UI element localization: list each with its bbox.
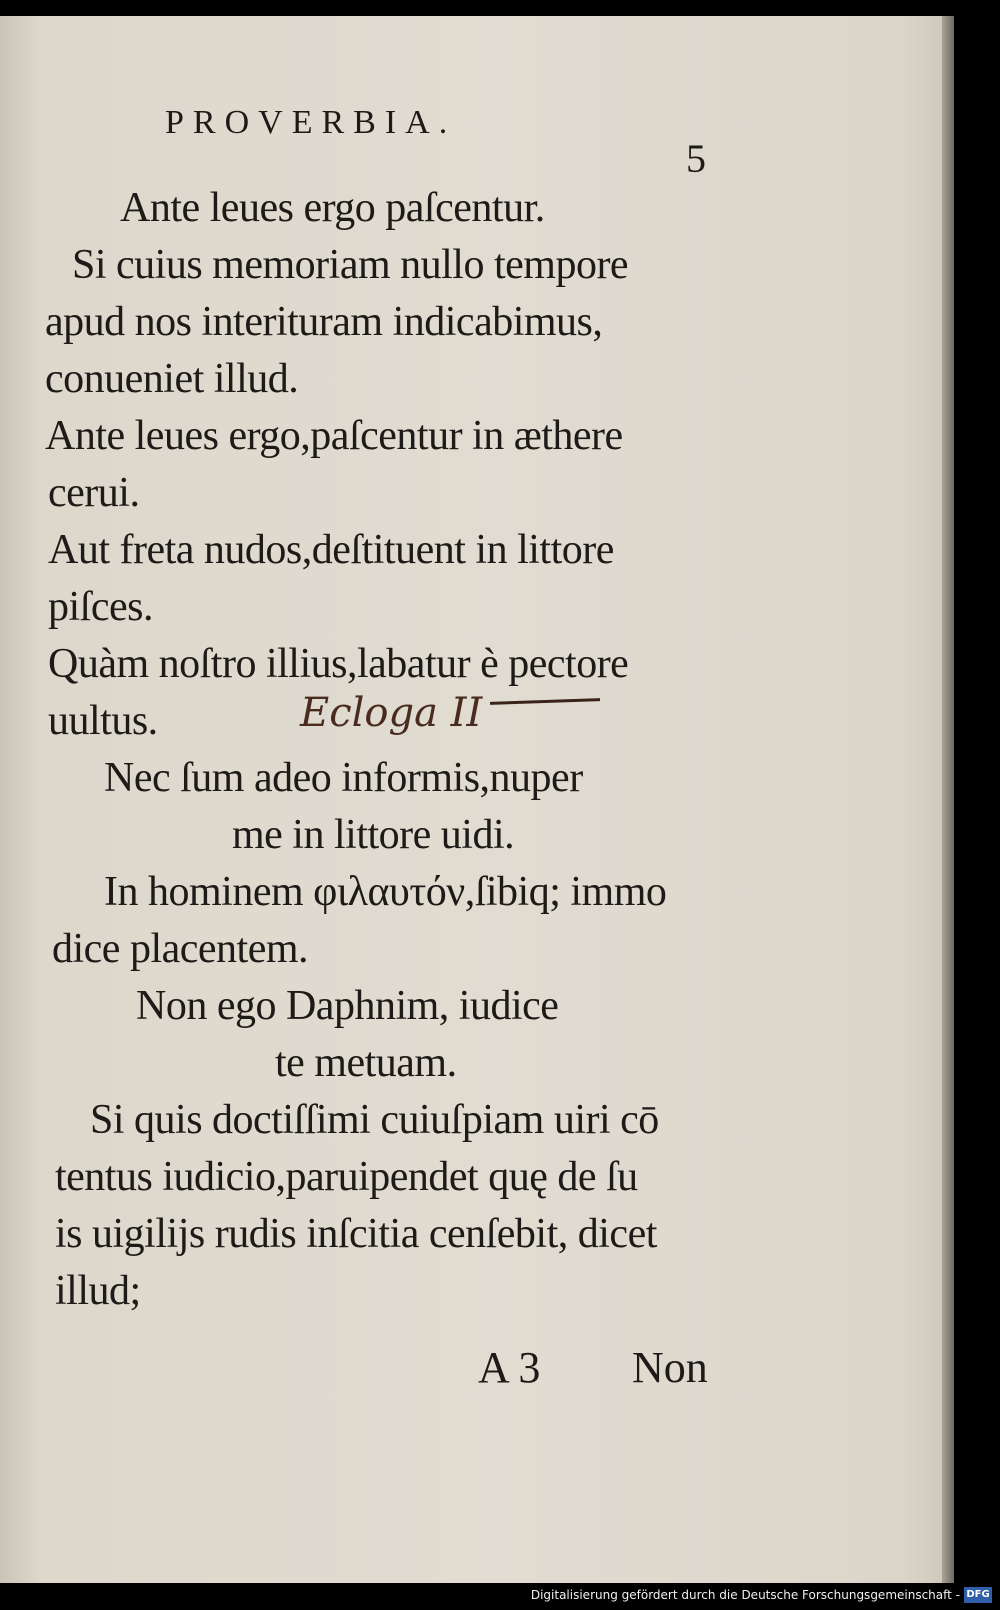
text-line: dice placentem.: [52, 926, 309, 972]
text-line: Quàm noſtro illius,labatur è pectore: [48, 641, 629, 687]
text-line: apud nos interituram indicabimus,: [45, 299, 603, 345]
handwritten-underline: [490, 698, 600, 705]
dfg-logo: DFG: [964, 1587, 992, 1603]
text-line: Non ego Daphnim, iudice: [136, 983, 559, 1029]
footer-bar: [0, 1583, 1000, 1610]
handwritten-note: Ecloga II: [300, 690, 483, 736]
text-line: tentus iudicio,paruipendet quę de ſu: [55, 1154, 638, 1200]
footer-credit: Digitalisierung gefördert durch die Deutsche Forschungsgemeinschaft -: [530, 1588, 960, 1602]
text-line: me in littore uidi.: [232, 812, 515, 858]
text-line: Nec ſum adeo informis,nuper: [104, 755, 583, 801]
text-line: Ante leues ergo paſcentur.: [120, 185, 545, 231]
text-line: is uigilijs rudis inſcitia cenſebit, dicet: [55, 1211, 657, 1257]
signature-mark: A 3: [478, 1343, 541, 1392]
page-gutter: [942, 16, 954, 1583]
text-line: Si cuius memoriam nullo tempore: [72, 242, 629, 288]
text-line: uultus.: [48, 698, 158, 744]
page-number: 5: [686, 136, 706, 181]
text-line: Ante leues ergo,paſcentur in æthere: [45, 413, 623, 459]
text-line: piſces.: [48, 584, 153, 630]
catchword: Non: [632, 1343, 708, 1392]
running-head: PROVERBIA.: [165, 104, 457, 141]
text-line: illud;: [55, 1268, 141, 1314]
text-line: Si quis doctiſſimi cuiuſpiam uiri cō: [90, 1097, 659, 1143]
text-line: te metuam.: [275, 1040, 457, 1086]
text-line: conueniet illud.: [45, 356, 299, 402]
text-line: In hominem φιλαυτόν,ſibiq; immo: [104, 869, 667, 915]
text-line: cerui.: [48, 470, 140, 516]
text-line: Aut freta nudos,deſtituent in littore: [48, 527, 614, 573]
